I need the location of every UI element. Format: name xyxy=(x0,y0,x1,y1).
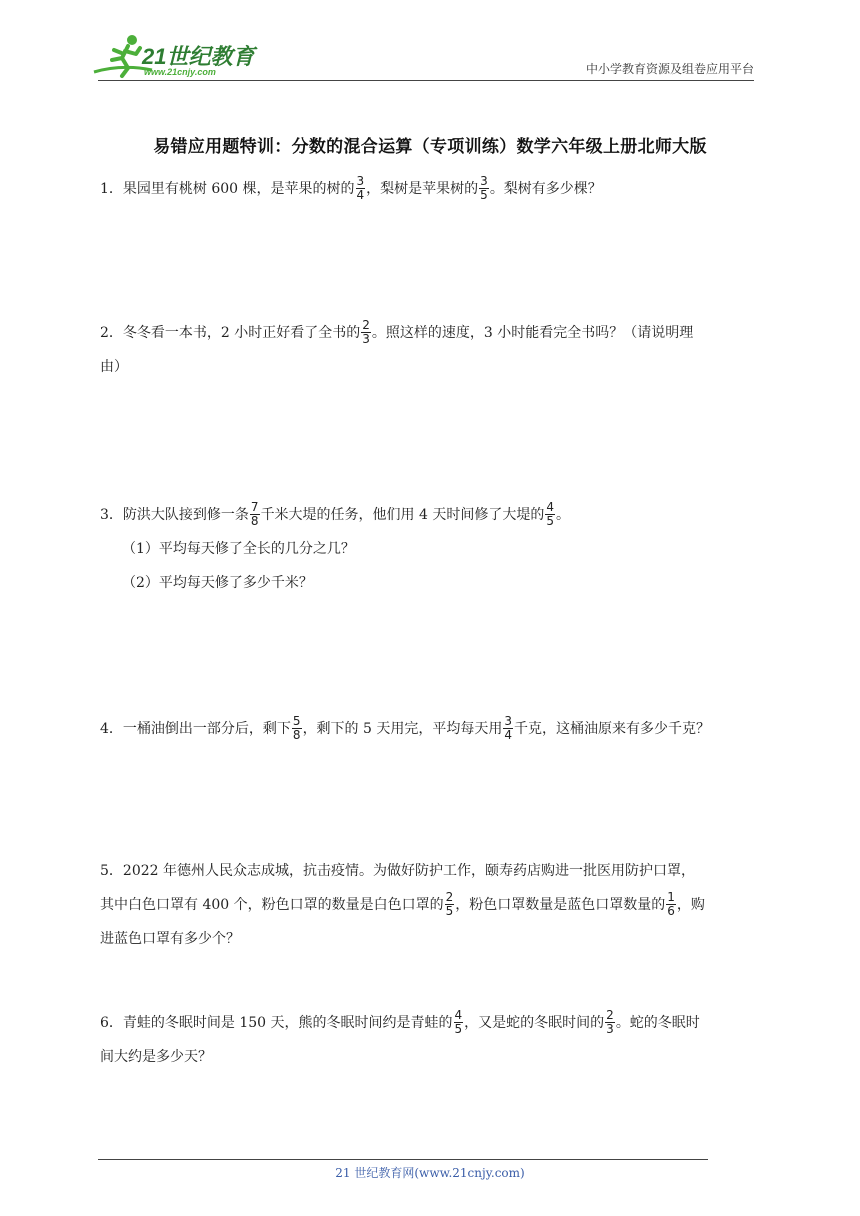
question-text: 间大约是多少天？ xyxy=(100,1049,212,1065)
fraction: $\frac{2}{3}$ xyxy=(362,317,370,346)
fraction: $\frac{4}{5}$ xyxy=(454,1007,463,1036)
question-text: 2．冬冬看一本书，2 小时正好看了全书的 xyxy=(100,325,361,341)
question-text: ，剩下的 5 天用完，平均每天用 xyxy=(302,721,503,737)
question-text: 千米大堤的任务，他们用 4 天时间修了大堤的 xyxy=(260,507,545,523)
question-text: 6．青蛙的冬眠时间是 150 天，熊的冬眠时间约是青蛙的 xyxy=(100,1015,453,1031)
question-3 xyxy=(100,498,760,600)
platform-label: 中小学教育资源及组卷应用平台 xyxy=(585,62,754,76)
logo-text: 21世纪教育 xyxy=(142,44,255,69)
footer-link[interactable]: 21 世纪教育网(www.21cnjy.com) xyxy=(335,1166,525,1180)
question-6 xyxy=(100,1006,760,1074)
worksheet-title: 易错应用题特训：分数的混合运算（专项训练）数学六年级上册北师大版 xyxy=(153,137,707,157)
question-text: ，购 xyxy=(676,897,705,913)
question-text: ，粉色口罩数量是蓝色口罩数量的 xyxy=(455,897,666,913)
question-4 xyxy=(100,712,760,746)
fraction: $\frac{7}{8}$ xyxy=(250,499,259,528)
fraction: $\frac{3}{4}$ xyxy=(356,173,365,202)
question-text: 4．一桶油倒出一部分后，剩下 xyxy=(100,721,291,737)
question-text: 。梨树有多少棵？ xyxy=(489,181,602,197)
page-header xyxy=(0,0,860,90)
question-text: 进蓝色口罩有多少个？ xyxy=(100,931,240,947)
fraction: $\frac{3}{4}$ xyxy=(504,713,513,742)
question-text: 1．果园里有桃树 600 棵，是苹果的树的 xyxy=(100,181,355,197)
question-text: 。 xyxy=(556,507,571,523)
fraction: $\frac{4}{5}$ xyxy=(546,499,555,528)
question-text: 其中白色口罩有 400 个，粉色口罩的数量是白色口罩的 xyxy=(100,897,444,913)
header-divider xyxy=(98,80,754,81)
fraction: $\frac{1}{6}$ xyxy=(667,889,675,918)
runner-logo-icon xyxy=(92,34,272,80)
question-text: ，又是蛇的冬眠时间的 xyxy=(464,1015,605,1031)
question-text: 。照这样的速度，3 小时能看完全书吗？（请说明理 xyxy=(371,325,694,341)
question-1 xyxy=(100,172,760,206)
question-text: 5．2022 年德州人民众志成城，抗击疫情。为做好防护工作，颐寿药店购进一批医用防护口罩， xyxy=(100,863,695,879)
fraction: $\frac{2}{5}$ xyxy=(445,889,454,918)
question-text: ，梨树是苹果树的 xyxy=(366,181,479,197)
site-logo[interactable] xyxy=(92,34,272,80)
logo-url: www.21cnjy.com xyxy=(144,67,216,77)
fraction: $\frac{2}{3}$ xyxy=(606,1007,614,1036)
question-text: 由） xyxy=(100,359,128,375)
fraction: $\frac{5}{8}$ xyxy=(292,713,301,742)
sub-question-1: （1）平均每天修了全长的几分之几？ xyxy=(122,541,355,557)
sub-question-2: （2）平均每天修了多少千米？ xyxy=(122,575,313,591)
question-2 xyxy=(100,316,760,384)
question-text: 。蛇的冬眠时 xyxy=(615,1015,700,1031)
question-5 xyxy=(100,854,760,956)
fraction: $\frac{3}{5}$ xyxy=(480,173,488,202)
footer-divider xyxy=(98,1159,708,1160)
question-text: 3．防洪大队接到修一条 xyxy=(100,507,249,523)
question-text: 千克，这桶油原来有多少千克？ xyxy=(514,721,711,737)
